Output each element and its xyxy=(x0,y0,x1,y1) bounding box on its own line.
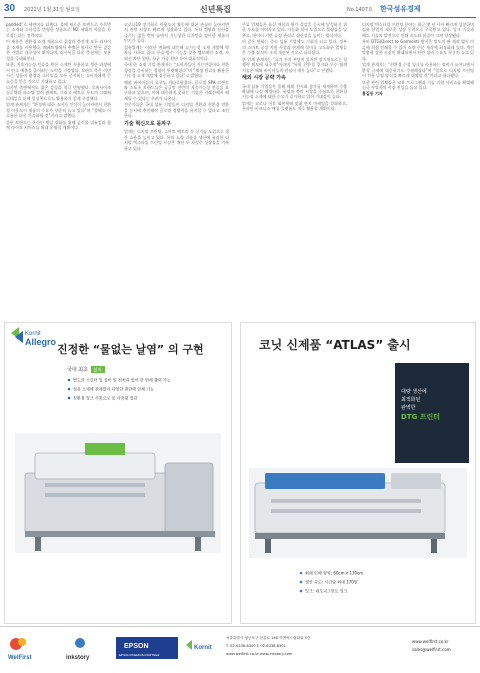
paragraph: 한편 브랜드는 온라인 채널 강화를 위해 공식몰 리뉴얼과 함께 라이브 커머스를 확대 운영할 계획이다. xyxy=(6,119,111,131)
inkstory-label: inkstory xyxy=(66,655,90,661)
atlas-spec: 최대 인쇄 영역: 60cm x 130cm xyxy=(305,570,364,576)
kornit-footer-logo xyxy=(186,640,212,651)
kornit-allegro-ad xyxy=(4,322,232,624)
atlas-headline: 코닛 신제품 “ATLAS” 출시 xyxy=(259,338,411,352)
paragraph: 업계는 디지털 프린팅, 스마트 팩토리 등 신기술 도입으로 생산 효율을 높이고 있다. 특히 소량 다품종 생산에 유리한 디지털 텍스타일 프린팅 시장은 매년 두 자릿수 성장률을 기록하고 있다. xyxy=(124,129,229,151)
atlas-ad-art xyxy=(241,323,475,623)
atlas-side-text: 대량 생산에 xyxy=(401,389,427,395)
paragraph: 디지털 텍스타일 프린팅 분야는 최근 몇 년 사이 빠르게 성장하며 섬유 산업의 새로운 성장 동력으로 주목받고 있다. 잉크 기술과 헤드 기술의 발전으로 인쇄 속도와 품질이 크게 향상됐다. xyxy=(362,22,474,38)
bullet-icon xyxy=(68,388,71,391)
atlas-side-text: 완벽한 xyxy=(401,405,416,411)
allegro-machine-image xyxy=(15,433,221,553)
contact-phone: T. 02-6338-8300 F. 02-6338-8301 xyxy=(226,644,286,648)
article-column-4 xyxy=(362,22,474,317)
allegro-lead: 국내 최초 xyxy=(67,367,88,373)
allegro-bullet: 친환경 잉크 사용으로 물 사용량 절감 xyxy=(73,395,138,401)
epson-caption: EPSON PREMIUM PARTNER xyxy=(119,653,160,657)
byline: 홍길동 기자 xyxy=(362,91,383,97)
paragraph: 한 업계 관계자는 “초기 투자 부담이 있지만 장기적으로는 경쟁력 확보에 필수적”이라며 “특히 친환경 잉크와 무수 염색 기술은 해외 바이어들의 관심이 매우 높다”고 전했다. xyxy=(242,56,347,73)
kornit-brand: Kornit xyxy=(25,331,41,337)
atlas-side-text: DTG 프린터 xyxy=(401,413,441,421)
paragraph: 이 같은 변화는 중소 섬유 기업에도 기회가 되고 있다. 정부의 스마트 공장 지원 사업과 연계해 설비를 고도화한 업체들은 수출 실적이 크게 개선된 것으로 나타났다. xyxy=(242,39,347,56)
kornit-footer-label: Kornit xyxy=(194,645,212,651)
atlas-machine-image xyxy=(249,468,467,558)
subheading: 기술 혁신으로 돌파구 xyxy=(124,120,171,127)
paragraph: padded”로 세련미를 더했다. 올해 새로운 트렌드로 주목받는 소재와 스타일을 반영한 상품으로 MZ 세대의 마음을 사로잡는다는 전략이다. xyxy=(6,22,111,38)
atlas-side-text: 최적화된 xyxy=(401,397,421,403)
section-title: 신년특집 xyxy=(200,5,231,14)
paragraph: 국내 섬유 기업들은 올해 해외 전시회 참가를 재개하며 수출 확대에 나설 예정이다. 유럽과 북미 시장을 중심으로 친환경 기능성 소재에 대한 수요가 증가하고 있어 기대감이 높다. xyxy=(242,83,347,100)
bullet-icon xyxy=(68,397,71,400)
paragraph: 또한, 지속가능성 인증을 받은 소재만 사용하고 생산 과정에서 탄소 배출을 줄이려는 노력을 기울였다. 브랜드 측은 이번 시즌 상품이 환경과 스타일을 모두 중시하는 소비자에게 큰 호응을 얻을 것으로 기대하고 있다. xyxy=(6,62,111,84)
atlas-spec: 생산 속도: 시간당 최대 170벌 xyxy=(305,579,358,585)
paragraph: 이 제품은 친환경 소재 제품으로 겉감과 충전재 모두 리사이클 소재를 사용했다. 폐페트병에서 추출한 원사로 만든 겉감은 가볍고 내구성이 뛰어나며, 리사이클 다운 충전재는 보온성을 극대화한다. xyxy=(6,39,111,61)
kornit-atlas-ad xyxy=(240,322,476,624)
subheading: 해외 시장 공략 가속 xyxy=(242,75,286,82)
issue-number: No.1407호 xyxy=(347,7,373,13)
allegro-ad-art xyxy=(5,323,231,623)
paragraph: 또한 관련 업체들은 교육 프로그램과 기술 지원 서비스를 확대해 신규 사업자의 시장 진입을 돕고 있다. xyxy=(362,79,474,90)
article-column-1 xyxy=(6,22,111,317)
allegro-brand: Allegro xyxy=(25,337,57,347)
email-link[interactable]: sales@welfirst.com xyxy=(412,647,451,652)
ad-footer xyxy=(0,626,480,669)
epson-logo xyxy=(116,637,178,659)
page-number: 30 xyxy=(4,3,16,14)
bullet-icon xyxy=(300,590,303,593)
footer-art xyxy=(0,627,480,669)
paragraph: 섬유업계는 이러한 변화에 대응해 고기능성 소재 개발에 박차를 가하고 있다. 투습·방수 기능을 갖춘 멤브레인 소재, 자외선 차단 원단, 항균 가공 원단 등이 대표적이다. xyxy=(124,44,229,61)
page-header xyxy=(0,0,480,18)
bullet-icon xyxy=(300,581,303,584)
issue-date: 2022년 1월 31일 월요일 xyxy=(24,7,81,13)
welfirst-logo xyxy=(8,638,32,661)
paragraph: 해외 바이어들의 요구도 까다로워졌다. 글로벌 SPA 브랜드와 스포츠 브랜드들은 공급망 전반의 지속가능성 인증을 요구하고 있으며, 이에 대응하지 못하는 기업은 거래선에서 배제될 수 있다는 우려가 나온다. xyxy=(124,79,229,101)
website-link[interactable]: www.welfirst.co.kr xyxy=(412,639,449,644)
paragraph: 코로나19 장기화로 아웃도어 활동에 대한 관심이 높아지면서 관련 시장도 빠르게 성장하고 있다. 특히 캠핑과 등산을 즐기는 젊은 층이 늘면서 기능성과 디자인을 겸비한 제품의 인기가 높다. xyxy=(124,22,229,44)
paragraph: 업계 관계자는 “친환경 수성 잉크를 사용하는 장비가 늘어나면서 환경 규제에 대응하기도 수월해졌다”며 “앞으로 디지털 프린팅이 전통 날염 방식을 빠르게 대체할 것”이라고 내다봤다. xyxy=(362,62,474,79)
epson-label: EPSON xyxy=(124,643,149,650)
paragraph: 국내 한 소재 기업 관계자는 “소비자들이 기능만큼이나 친환경성을 중시하는 경향이 뚜렷해졌다”며 “재생 원료를 활용한 기능성 소재 개발에 집중하고 있다”고 밝혔다. xyxy=(124,62,229,79)
allegro-bullet: 섬유 소재에 관계없이 다양한 원단에 인쇄 가능 xyxy=(73,386,155,392)
paragraph: 전문가들은 국내 섬유 기업들이 디지털 전환과 친환경 전환을 동시에 추진해야 글로벌 경쟁력을 유지할 수 있다고 조언한다. xyxy=(124,102,229,119)
allegro-bullet: 별도의 프린터 밑 장비 및 전처리 없이 한 번에 출력 가능 xyxy=(73,377,171,383)
paragraph: 디자인 측면에서도 젊은 감성을 적극 반영했다. 오버사이즈 실루엣과 파스텔 컬러 팔레트, 그리고 레트로 무드의 그래픽 디테일을 더해 일상복으로도 활용하기 좋게 구성했다. xyxy=(6,84,111,101)
inkstory-logo xyxy=(66,638,90,661)
contact-web: www.welfirst.co.kr www.inkstory.com xyxy=(226,652,293,656)
atlas-spec: 잉크: 네오피그먼트 잉크 xyxy=(305,588,348,594)
newspaper-name: 한국섬유경제 xyxy=(380,5,421,13)
header-rule xyxy=(4,17,476,18)
paragraph: 특히 DTG(Direct to Garment) 방식은 별도의 판 제작 없이 의류에 직접 인쇄할 수 있어 소량 주문 제작에 최적화돼 있다. 개인 맞춤형 상품 시장이 확대되면서 관련 장비 수요도 꾸준히 늘고 있다. xyxy=(362,39,474,61)
allegro-headline: 진정한 “물없는 날염” 의 구현 xyxy=(57,343,204,356)
article-column-2 xyxy=(124,22,229,317)
paragraph: 업계 관계자는 “환경에 대한 소비자 인식이 높아지면서 친환경 아웃도어 제품의 수요가 꾸준히 늘고 있다”며 “올해도 이 흐름은 더욱 가속화될 것”이라고 말했다. xyxy=(6,102,111,119)
article-column-3 xyxy=(242,22,347,317)
welfirst-label: WelFirst xyxy=(8,655,32,661)
lead-badge-label: 설치 xyxy=(93,368,102,374)
contact-address: 서울특별시 영등포구 선유로 146 이앤씨드림타워 5층 xyxy=(226,636,311,640)
paragraph: 주요 업체들은 품질 개선과 원가 절감을 동시에 달성하기 위한 투자를 이어가고 있다. 자동화 설비 도입으로 불량률을 낮추고, 데이터 기반 공정 관리로 생산성을 높이는 방식이다. xyxy=(242,22,347,38)
bullet-icon xyxy=(300,572,303,575)
bullet-icon xyxy=(68,379,71,382)
paragraph: 업계는 코로나 이후 회복세에 맞춰 현지 마케팅을 강화하고, 온라인 비즈니스 매칭 플랫폼도 적극 활용할 계획이다. xyxy=(242,100,347,112)
